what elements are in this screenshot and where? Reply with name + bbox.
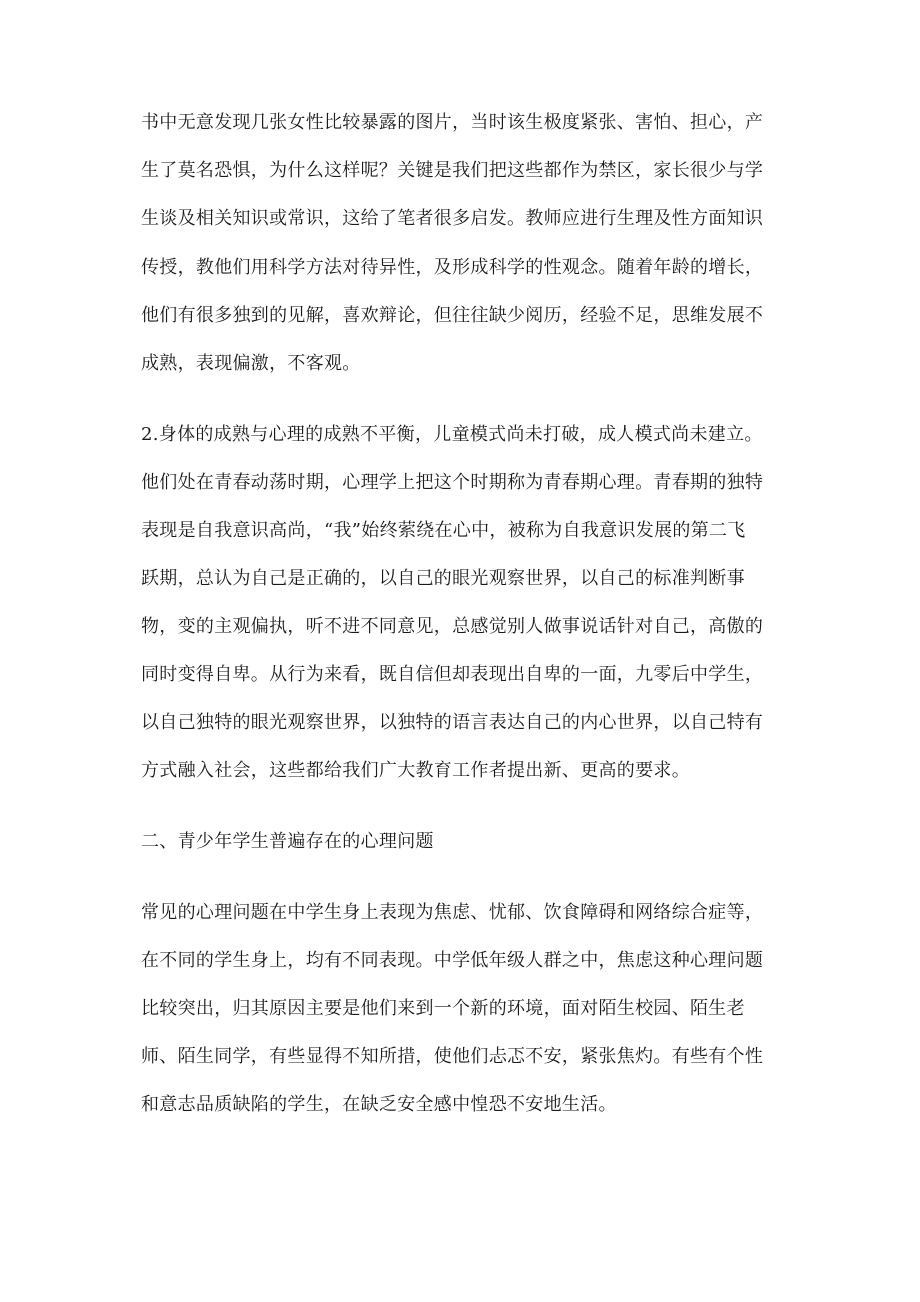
text-line: 2.身体的成熟与心理的成熟不平衡，儿童模式尚未打破，成人模式尚未建立。 xyxy=(141,424,763,445)
text-line: 成熟，表现偏激，不客观。 xyxy=(141,353,361,374)
text-line: 他们处在青春动荡时期，心理学上把这个时期称为青春期心理。青春期的独特 xyxy=(141,472,764,493)
text-line: 在不同的学生身上，均有不同表现。中学低年级人群之中，焦虑这种心理问题 xyxy=(141,950,764,971)
text-line: 跃期，总认为自己是正确的，以自己的眼光观察世界，以自己的标准判断事 xyxy=(141,568,745,589)
text-line: 比较突出，归其原因主要是他们来到一个新的环境，面对陌生校园、陌生老 xyxy=(141,998,745,1019)
text-line: 书中无意发现几张女性比较暴露的图片，当时该生极度紧张、害怕、担心，产 xyxy=(141,112,764,133)
text-line: 以自己独特的眼光观察世界，以独特的语言表达自己的内心世界，以自己特有 xyxy=(141,712,764,733)
text-line: 生谈及相关知识或常识，这给了笔者很多启发。教师应进行生理及性方面知识 xyxy=(141,208,764,229)
text-line: 传授，教他们用科学方法对待异性，及形成科学的性观念。随着年龄的增长， xyxy=(141,257,764,278)
section-heading: 二、青少年学生普遍存在的心理问题 xyxy=(141,831,434,852)
text-line: 方式融入社会，这些都给我们广大教育工作者提出新、更高的要求。 xyxy=(141,760,690,781)
text-line: 和意志品质缺陷的学生，在缺乏安全感中惶恐不安地生活。 xyxy=(141,1094,617,1115)
text-line: 他们有很多独到的见解，喜欢辩论，但往往缺少阅历，经验不足，思维发展不 xyxy=(141,305,764,326)
text-line: 表现是自我意识高尚，“我”始终萦绕在心中，被称为自我意识发展的第二飞 xyxy=(141,520,746,541)
text-line: 常见的心理问题在中学生身上表现为焦虑、忧郁、饮食障碍和网络综合症等， xyxy=(141,902,764,923)
text-line: 生了莫名恐惧，为什么这样呢？关键是我们把这些都作为禁区，家长很少与学 xyxy=(141,160,764,181)
text-line: 物，变的主观偏执，听不进不同意见，总感觉别人做事说话针对自己，高傲的 xyxy=(141,616,764,637)
text-line: 师、陌生同学，有些显得不知所措，使他们忐忑不安，紧张焦灼。有些有个性 xyxy=(141,1046,764,1067)
text-line: 同时变得自卑。从行为来看，既自信但却表现出自卑的一面，九零后中学生， xyxy=(141,664,764,685)
